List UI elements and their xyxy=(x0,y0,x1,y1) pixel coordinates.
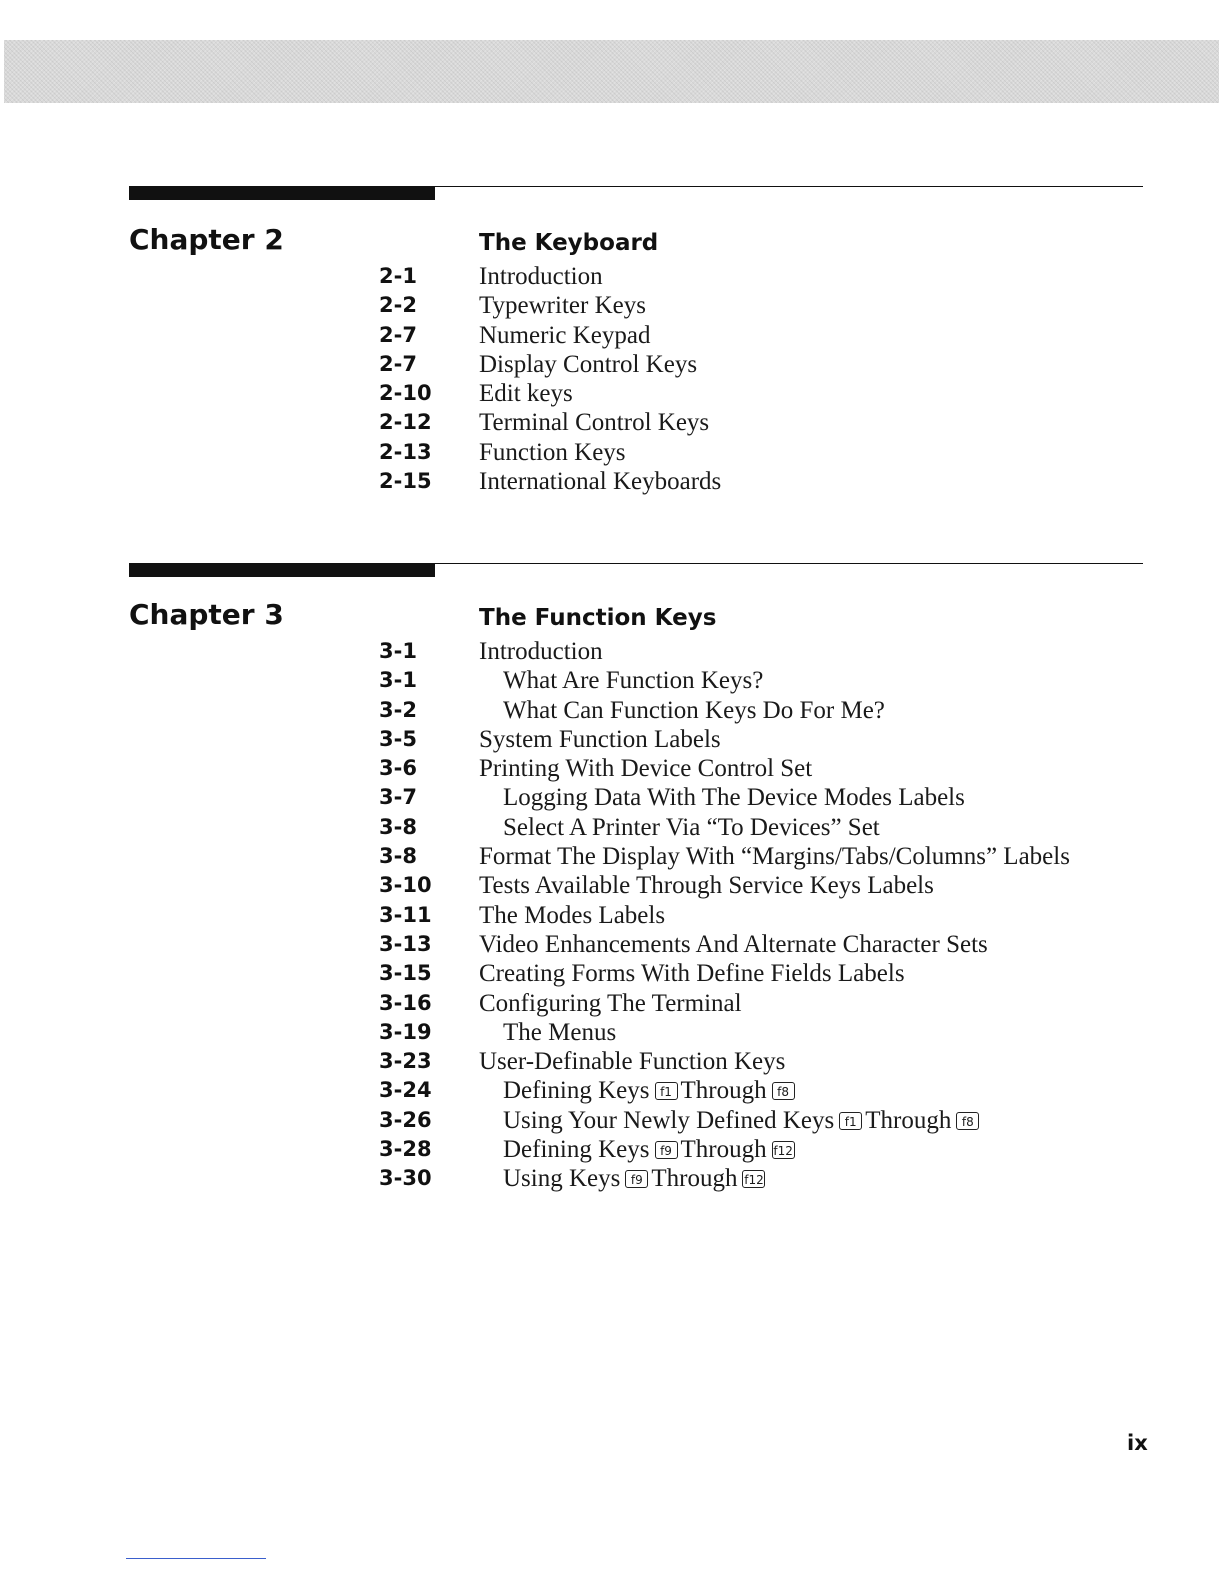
entry-text-part: Using Keys xyxy=(503,1165,621,1193)
toc-page-number: 3-8 xyxy=(379,844,417,869)
toc-entry[interactable] xyxy=(0,1164,1225,1193)
toc-entry[interactable] xyxy=(0,637,1225,666)
f8-key-icon: f8 xyxy=(772,1082,795,1100)
chapter-2-rule-thin xyxy=(129,186,1143,187)
chapter-2-rule-thick xyxy=(129,186,435,200)
toc-entry[interactable] xyxy=(0,1106,1225,1135)
bottom-link-underline xyxy=(126,1558,266,1559)
toc-entry-title: Configuring The Terminal xyxy=(479,989,742,1017)
f9-key-icon: f9 xyxy=(625,1170,648,1188)
toc-page-number: 3-8 xyxy=(379,814,417,839)
toc-page-number: 2-1 xyxy=(379,264,417,288)
toc-page-number: 2-7 xyxy=(379,322,417,347)
f12-key-icon: f12 xyxy=(742,1170,765,1188)
toc-entry[interactable] xyxy=(0,871,1225,900)
entry-text-part: Through xyxy=(865,1106,952,1134)
toc-entry-title: Tests Available Through Service Keys Labels xyxy=(479,872,934,900)
toc-entry-title: Video Enhancements And Alternate Character Sets xyxy=(479,930,988,958)
toc-entry[interactable] xyxy=(0,989,1225,1018)
toc-page-number: 3-16 xyxy=(379,990,432,1015)
toc-entry[interactable] xyxy=(0,408,1225,437)
toc-entry[interactable] xyxy=(0,725,1225,754)
entry-text-part: Through xyxy=(680,1136,767,1164)
chapter-2-title: The Keyboard xyxy=(479,230,659,256)
toc-entry[interactable] xyxy=(0,467,1225,496)
toc-subentry-title: What Are Function Keys? xyxy=(503,667,764,695)
toc-entry[interactable] xyxy=(0,696,1225,725)
chapter-3-rule-thin xyxy=(129,563,1143,564)
toc-entry-title: Function Keys xyxy=(479,438,626,466)
toc-entry-title: Introduction xyxy=(479,638,603,665)
entry-text-part: Using Your Newly Defined Keys xyxy=(503,1106,835,1134)
toc-entry[interactable] xyxy=(0,350,1225,379)
toc-page-number: 3-24 xyxy=(379,1078,432,1103)
toc-entry[interactable] xyxy=(0,321,1225,350)
toc-entry[interactable] xyxy=(0,1047,1225,1076)
toc-entry[interactable] xyxy=(0,959,1225,988)
toc-page-number: 3-28 xyxy=(379,1137,432,1162)
toc-entry-title: Introduction xyxy=(479,263,603,290)
toc-entry[interactable] xyxy=(0,438,1225,467)
chapter-3-toc xyxy=(0,637,1225,1194)
toc-entry[interactable] xyxy=(0,901,1225,930)
toc-page-number: 3-11 xyxy=(379,902,432,927)
toc-entry-title: Numeric Keypad xyxy=(479,321,651,349)
toc-page-number: 3-5 xyxy=(379,726,417,751)
toc-subentry-title xyxy=(503,1135,798,1164)
toc-page-number: 2-7 xyxy=(379,351,417,376)
toc-page-number: 3-10 xyxy=(379,873,432,898)
chapter-3-title: The Function Keys xyxy=(479,605,717,631)
toc-entry-title: The Modes Labels xyxy=(479,901,666,929)
toc-subentry-title: The Menus xyxy=(503,1018,617,1046)
toc-entry-title: Edit keys xyxy=(479,380,573,408)
toc-entry[interactable] xyxy=(0,930,1225,959)
f12-key-icon: f12 xyxy=(772,1141,795,1159)
toc-entry-title: Display Control Keys xyxy=(479,350,698,378)
toc-entry[interactable] xyxy=(0,1076,1225,1105)
toc-page-number: 3-23 xyxy=(379,1049,432,1074)
toc-page-number: 3-6 xyxy=(379,756,417,781)
toc-entry-title: Typewriter Keys xyxy=(479,292,646,320)
chapter-2-toc xyxy=(0,262,1225,496)
toc-entry-title: Printing With Device Control Set xyxy=(479,755,813,783)
toc-entry[interactable] xyxy=(0,379,1225,408)
chapter-3-label: Chapter 3 xyxy=(129,598,284,631)
toc-page-number: 3-2 xyxy=(379,697,417,722)
toc-subentry-title xyxy=(503,1106,982,1135)
toc-subentry-title: Select A Printer Via “To Devices” Set xyxy=(503,813,880,841)
toc-entry-title: Terminal Control Keys xyxy=(479,409,710,437)
toc-subentry-title: What Can Function Keys Do For Me? xyxy=(503,696,885,724)
toc-entry[interactable] xyxy=(0,1135,1225,1164)
f8-key-icon: f8 xyxy=(956,1112,979,1130)
toc-page-number: 2-13 xyxy=(379,439,432,464)
toc-entry[interactable] xyxy=(0,813,1225,842)
toc-page-number: 3-19 xyxy=(379,1019,432,1044)
toc-page-number: 3-15 xyxy=(379,961,432,986)
toc-entry[interactable] xyxy=(0,1018,1225,1047)
f1-key-icon: f1 xyxy=(839,1112,862,1130)
entry-text-part: Defining Keys xyxy=(503,1077,650,1105)
header-band xyxy=(4,40,1219,103)
toc-page-number: 2-12 xyxy=(379,410,432,435)
toc-page-number: 2-2 xyxy=(379,293,417,318)
toc-entry[interactable] xyxy=(0,754,1225,783)
toc-subentry-title: Logging Data With The Device Modes Labels xyxy=(503,784,965,812)
chapter-3-rule-thick xyxy=(129,563,435,577)
toc-page-number: 3-13 xyxy=(379,931,432,956)
toc-entry[interactable] xyxy=(0,666,1225,695)
chapter-2-label: Chapter 2 xyxy=(129,223,284,256)
toc-page-number: 3-26 xyxy=(379,1107,432,1132)
toc-entry[interactable] xyxy=(0,262,1225,291)
toc-entry[interactable] xyxy=(0,783,1225,812)
toc-page-number: 3-1 xyxy=(379,639,417,663)
f9-key-icon: f9 xyxy=(655,1141,678,1159)
toc-page-number: 2-15 xyxy=(379,469,432,494)
page-folio: ix xyxy=(1127,1431,1148,1455)
toc-page-number: 3-30 xyxy=(379,1166,432,1191)
toc-subentry-title xyxy=(503,1076,798,1105)
toc-entry-title: International Keyboards xyxy=(479,468,722,496)
toc-entry-title: Creating Forms With Define Fields Labels xyxy=(479,960,905,988)
entry-text-part: Through xyxy=(651,1165,738,1193)
toc-page-number: 3-1 xyxy=(379,668,417,693)
entry-text-part: Through xyxy=(680,1077,767,1105)
toc-entry[interactable] xyxy=(0,291,1225,320)
toc-entry-title: System Function Labels xyxy=(479,725,721,753)
toc-entry[interactable] xyxy=(0,842,1225,871)
entry-text-part: Defining Keys xyxy=(503,1136,650,1164)
toc-entry-title: Format The Display With “Margins/Tabs/Columns” Labels xyxy=(479,843,1070,871)
toc-entry-title: User-Definable Function Keys xyxy=(479,1048,786,1076)
toc-page-number: 2-10 xyxy=(379,381,432,406)
f1-key-icon: f1 xyxy=(655,1082,678,1100)
toc-page-number: 3-7 xyxy=(379,785,417,810)
toc-subentry-title xyxy=(503,1164,768,1193)
